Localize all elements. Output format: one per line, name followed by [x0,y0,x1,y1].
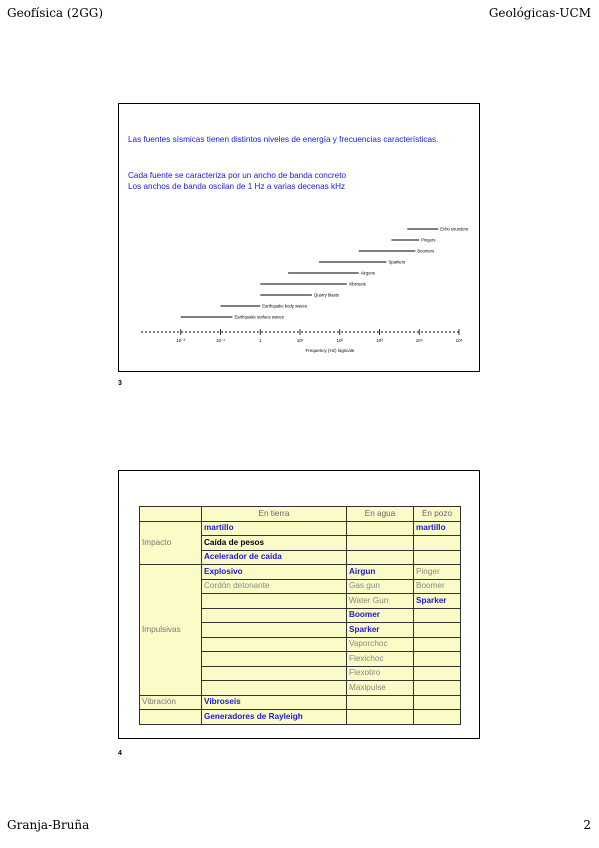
table-cell [347,536,414,551]
table-cell: Flexotiro [347,666,414,681]
table-cell [347,695,414,710]
table-cell [414,608,461,623]
x-tick-label: 10⁻² [176,338,186,343]
source-label: Pingers [421,237,436,243]
table-cell [414,695,461,710]
table-cell [414,623,461,638]
x-tick-label: 10⁻¹ [216,338,225,343]
table-cell [202,623,347,638]
slide-4 [118,470,480,739]
bandwidth-line-1: Cada fuente se caracteriza por un ancho de banda concreto [128,171,347,180]
slide-paragraph-intro: Las fuentes sísmicas tienen distintos niveles de energía y frecuencias características. [128,135,439,144]
source-label: Earthquake surface waves [234,314,284,320]
slide-3 [118,103,480,372]
slide-number-4: 4 [118,750,122,757]
category-impacto: Impacto [140,521,202,565]
table-cell: Caída de pesos [202,536,347,551]
table-cell: Generadores de Rayleigh [202,710,347,725]
table-header-row [140,507,461,522]
table-cell [414,681,461,696]
source-label: Earthquake body waves [262,303,307,309]
table-cell [202,637,347,652]
table-cell [347,550,414,565]
table-row [140,695,461,710]
header-en-pozo: En pozo [414,507,461,522]
x-tick-label: 10¹ [296,338,304,343]
table-cell: Sparker [414,594,461,609]
slide-number-3: 3 [118,380,122,387]
table-cell: martillo [202,521,347,536]
header-institution: Geológicas-UCM [488,6,591,20]
table-cell: martillo [414,521,461,536]
source-label: Vibroseis [348,281,366,287]
table-cell [202,666,347,681]
table-cell: Pinger [414,565,461,580]
footer-author: Granja-Bruña [7,818,90,832]
category-empty [140,710,202,725]
table-cell [414,710,461,725]
source-label: Boomers [417,248,435,254]
table-cell: Airgun [347,565,414,580]
table-cell: Vibroseis [202,695,347,710]
table-cell [347,521,414,536]
x-tick-label: 1 [258,338,262,343]
source-label: Quarry blasts [313,292,339,298]
bandwidth-line-2: Los anchos de banda oscilan de 1 Hz a varias decenas kHz [128,181,346,191]
category-vibracion: Vibración [140,695,202,710]
x-axis-label: Frequency (Hz) logscale [305,348,355,353]
table-cell [202,594,347,609]
header-en-agua: En agua [347,507,414,522]
table-cell [414,637,461,652]
table-cell: Water Gun [347,594,414,609]
seismic-sources-table [139,506,461,725]
table-cell: Vaporchoc [347,637,414,652]
table-cell [414,652,461,667]
x-tick-label: 10⁴ [415,338,423,343]
table-cell [347,710,414,725]
table-cell: Boomer [414,579,461,594]
table-cell: Cordón detonante [202,579,347,594]
source-label: Airguns [360,270,375,276]
x-tick-label: 10³ [376,338,383,343]
table-cell [202,608,347,623]
table-cell: Acelerador de caída [202,550,347,565]
header-course: Geofísica (2GG) [7,6,104,20]
table-row [140,521,461,536]
table-cell [202,652,347,667]
x-tick-label: 10² [336,338,344,343]
table-row [140,565,461,580]
table-cell: Gas gun [347,579,414,594]
header-empty-cell [140,507,202,522]
frequency-range-chart [119,104,479,371]
table-cell [414,666,461,681]
source-label: Echo sounders [440,226,469,232]
table-cell: Boomer [347,608,414,623]
category-impulsivas: Impulsivas [140,565,202,696]
table-cell [202,681,347,696]
table-cell: Flexichoc [347,652,414,667]
x-tick-label: 10⁵ [455,338,463,343]
header-en-tierra: En tierra [202,507,347,522]
table-cell [414,550,461,565]
table-cell: Maxipulse [347,681,414,696]
table-row [140,710,461,725]
table-cell [414,536,461,551]
table-cell: Sparker [347,623,414,638]
page-number: 2 [583,818,591,832]
table-cell: Explosivo [202,565,347,580]
source-label: Sparkers [388,259,406,265]
